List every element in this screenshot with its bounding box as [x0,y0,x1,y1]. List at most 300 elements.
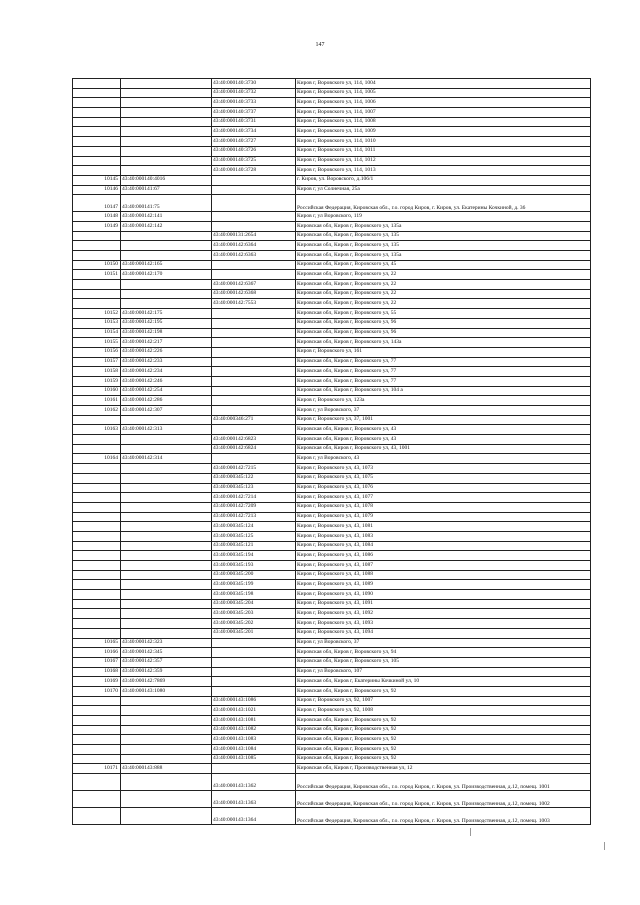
linked-cadastral-number-cell: 43:40:000140:3737 [212,108,296,118]
linked-cadastral-number-cell [212,212,296,222]
linked-cadastral-number-cell: 43:40:000142:7209 [212,502,296,512]
address-cell: Кировская обл, Киров г, Екатерины Кочкиной ул, 10 [296,677,591,687]
linked-cadastral-number-cell: 43:40:000140:3727 [212,137,296,147]
cadastral-number-cell: 43:40:000140:4016 [121,175,212,185]
address-cell: Киров г, Воровского ул, 37, 1001 [296,415,591,425]
linked-cadastral-number-cell [212,657,296,667]
cadastral-number-cell: 43:40:000142:141 [121,212,212,222]
row-number-cell [73,580,121,590]
linked-cadastral-number-cell: 43:40:000143:1021 [212,706,296,716]
address-cell: Киров г, ул Воровского, 107 [296,667,591,677]
row-number-cell [73,725,121,735]
linked-cadastral-number-cell [212,221,296,231]
address-cell: Кировская обл, Киров г, Воровского ул, 135 [296,241,591,251]
cadastral-number-cell [121,88,212,98]
cadastral-number-cell [121,483,212,493]
address-cell: Кировская обл, Киров г, Производственная ул, 12 [296,764,591,774]
address-cell: Киров г, Воровского ул, 43, 1084 [296,541,591,551]
linked-cadastral-number-cell [212,638,296,648]
row-number-cell: 10155 [73,338,121,348]
linked-cadastral-number-cell: 43:40:000142:6368 [212,289,296,299]
address-cell: Киров г, Воровского ул, 114, 1009 [296,127,591,137]
table-row [73,357,591,367]
table-row [73,309,591,319]
cadastral-number-cell: 43:40:000142:195 [121,318,212,328]
table-row [73,79,591,89]
cadastral-number-cell [121,551,212,561]
linked-cadastral-number-cell [212,318,296,328]
linked-cadastral-number-cell [212,667,296,677]
table-row [73,609,591,619]
address-cell: Киров г, Воровского ул, 161 [296,347,591,357]
linked-cadastral-number-cell: 43:40:000142:6363 [212,251,296,261]
table-row [73,280,591,290]
cadastral-number-cell [121,609,212,619]
page-number: 147 [315,42,325,48]
linked-cadastral-number-cell: 43:40:000345:200 [212,570,296,580]
row-number-cell [73,435,121,445]
row-number-cell [73,754,121,764]
cadastral-number-cell [121,619,212,629]
linked-cadastral-number-cell: 43:40:000142:6824 [212,444,296,454]
row-number-cell [73,415,121,425]
row-number-cell [73,628,121,638]
cadastral-number-cell [121,241,212,251]
address-cell: Киров г, Воровского ул, 114, 1010 [296,137,591,147]
row-number-cell [73,791,121,808]
cadastral-number-cell [121,156,212,166]
table-row [73,754,591,764]
cadastral-number-cell [121,531,212,541]
table-row [73,231,591,241]
row-number-cell [73,108,121,118]
row-number-cell [73,512,121,522]
cadastral-number-cell [121,791,212,808]
address-cell: г. Киров, ул. Воровского, д.106/1 [296,175,591,185]
cadastral-number-cell: 43:40:000143:888 [121,764,212,774]
table-row [73,318,591,328]
address-cell: Кировская обл, Киров г, Воровского ул, 22 [296,299,591,309]
row-number-cell: 10168 [73,667,121,677]
address-cell: Кировская обл, Киров г, Воровского ул, 22 [296,280,591,290]
address-cell: Киров г, ул Воровского, 43 [296,454,591,464]
row-number-cell: 10152 [73,309,121,319]
cadastral-number-cell: 43:40:000141:67 [121,185,212,195]
address-cell: Киров г, Воровского ул, 114, 1013 [296,166,591,176]
cadastral-number-cell: 43:40:000142:217 [121,338,212,348]
address-cell: Киров г, Воровского ул, 43, 1091 [296,599,591,609]
address-cell: Киров г, Воровского ул, 114, 1006 [296,98,591,108]
linked-cadastral-number-cell: 43:40:000345:199 [212,580,296,590]
address-cell: Киров г, ул Воровского, 119 [296,212,591,222]
table-row [73,435,591,445]
table-row [73,146,591,156]
table-row [73,289,591,299]
address-cell: Кировская обл, Киров г, Воровского ул, 92 [296,735,591,745]
linked-cadastral-number-cell: 43:40:000345:123 [212,483,296,493]
cadastral-number-cell [121,716,212,726]
row-number-cell [73,241,121,251]
table-row [73,425,591,435]
linked-cadastral-number-cell [212,338,296,348]
table-row [73,502,591,512]
linked-cadastral-number-cell: 43:40:000143:1083 [212,735,296,745]
row-number-cell: 10169 [73,677,121,687]
linked-cadastral-number-cell: 43:40:000140:3726 [212,146,296,156]
linked-cadastral-number-cell: 43:40:000140:3730 [212,79,296,89]
linked-cadastral-number-cell [212,764,296,774]
row-number-cell [73,280,121,290]
address-cell: Российская Федерация, Кировская обл., г.о. город Киров, г. Киров, ул. Производственная, д.12, помещ. 1001 [296,774,591,791]
table-row [73,735,591,745]
row-number-cell: 10171 [73,764,121,774]
address-cell: Киров г, Воровского ул, 43, 1086 [296,551,591,561]
table-row [73,156,591,166]
address-cell: Кировская обл, Киров г, Воровского ул, 45 [296,260,591,270]
scan-mark [604,842,605,850]
address-cell: Киров г, ул Воровского, 37 [296,406,591,416]
linked-cadastral-number-cell: 43:40:000142:6823 [212,435,296,445]
table-row [73,376,591,386]
address-cell: Российская Федерация, Кировская обл., г.о. город Киров, г. Киров, ул. Екатерины Кочкиной, д. 36 [296,195,591,212]
row-number-cell: 10148 [73,212,121,222]
row-number-cell [73,88,121,98]
linked-cadastral-number-cell: 43:40:000142:7553 [212,299,296,309]
table-row [73,657,591,667]
linked-cadastral-number-cell [212,396,296,406]
cadastral-number-cell: 43:40:000142:198 [121,328,212,338]
linked-cadastral-number-cell [212,175,296,185]
cadastral-number-cell [121,735,212,745]
linked-cadastral-number-cell: 43:40:000345:204 [212,599,296,609]
table-row [73,367,591,377]
linked-cadastral-number-cell [212,347,296,357]
address-cell: Кировская обл, Киров г, Воровского ул, 22 [296,289,591,299]
address-cell: Киров г, Воровского ул, 43, 1075 [296,473,591,483]
scan-mark [470,828,471,836]
row-number-cell: 10157 [73,357,121,367]
row-number-cell [73,735,121,745]
table-row [73,464,591,474]
linked-cadastral-number-cell: 43:40:000131:2654 [212,231,296,241]
linked-cadastral-number-cell: 43:40:000345:202 [212,619,296,629]
linked-cadastral-number-cell: 43:40:000345:198 [212,590,296,600]
cadastral-number-cell [121,299,212,309]
row-number-cell [73,444,121,454]
row-number-cell: 10166 [73,648,121,658]
table-row [73,531,591,541]
linked-cadastral-number-cell [212,195,296,212]
linked-cadastral-number-cell: 43:40:000140:3731 [212,117,296,127]
table-row [73,185,591,195]
table-row [73,791,591,808]
table-row [73,580,591,590]
cadastral-number-cell: 43:40:000142:170 [121,270,212,280]
cadastral-number-cell: 43:40:000142:314 [121,454,212,464]
linked-cadastral-number-cell: 43:40:000143:1081 [212,716,296,726]
linked-cadastral-number-cell: 43:40:000143:1362 [212,774,296,791]
registry-body [73,79,591,825]
address-cell: Киров г, Воровского ул, 43, 1093 [296,619,591,629]
address-cell: Кировская обл, Киров г, Воровского ул, 77 [296,357,591,367]
table-row [73,551,591,561]
cadastral-number-cell: 43:40:000142:7869 [121,677,212,687]
linked-cadastral-number-cell: 43:40:000140:3734 [212,127,296,137]
cadastral-number-cell: 43:40:000142:254 [121,386,212,396]
cadastral-number-cell: 43:40:000141:75 [121,195,212,212]
row-number-cell [73,745,121,755]
table-row [73,648,591,658]
table-row [73,764,591,774]
linked-cadastral-number-cell [212,677,296,687]
row-number-cell [73,79,121,89]
table-row [73,638,591,648]
linked-cadastral-number-cell: 43:40:000345:122 [212,473,296,483]
row-number-cell: 10151 [73,270,121,280]
address-cell: Киров г, Воровского ул, 43, 1083 [296,531,591,541]
cadastral-number-cell [121,79,212,89]
row-number-cell [73,299,121,309]
cadastral-number-cell [121,745,212,755]
cadastral-number-cell [121,289,212,299]
address-cell: Кировская обл, Киров г, Воровского ул, 22 [296,270,591,280]
linked-cadastral-number-cell: 43:40:000345:124 [212,522,296,532]
table-row [73,175,591,185]
table-row [73,88,591,98]
table-row [73,299,591,309]
cadastral-number-cell: 43:40:000142:359 [121,667,212,677]
address-cell: Киров г, Воровского ул, 114, 1011 [296,146,591,156]
cadastral-number-cell [121,251,212,261]
linked-cadastral-number-cell [212,357,296,367]
row-number-cell: 10149 [73,221,121,231]
row-number-cell: 10159 [73,376,121,386]
linked-cadastral-number-cell: 43:40:000345:201 [212,628,296,638]
linked-cadastral-number-cell: 43:40:000345:125 [212,531,296,541]
linked-cadastral-number-cell [212,260,296,270]
table-row [73,212,591,222]
row-number-cell: 10162 [73,406,121,416]
address-cell: Киров г, Воровского ул, 43, 1088 [296,570,591,580]
row-number-cell [73,493,121,503]
address-cell: Киров г, Воровского ул, 43, 1089 [296,580,591,590]
cadastral-number-cell: 43:40:000142:307 [121,406,212,416]
address-cell: Кировская обл, Киров г, Воровского ул, 92 [296,754,591,764]
table-row [73,599,591,609]
address-cell: Кировская обл, Киров г, Воровского ул, 92 [296,745,591,755]
address-cell: Кировская обл, Киров г, Воровского ул, 94 [296,648,591,658]
linked-cadastral-number-cell: 43:40:000143:1085 [212,754,296,764]
address-cell: Кировская обл, Киров г, Воровского ул, 135 [296,231,591,241]
cadastral-number-cell [121,98,212,108]
cadastral-number-cell [121,502,212,512]
table-row [73,677,591,687]
row-number-cell: 10158 [73,367,121,377]
address-cell: Кировская обл, Киров г, Воровского ул, 135а [296,251,591,261]
address-cell: Кировская обл, Киров г, Воровского ул, 104 а [296,386,591,396]
table-row [73,117,591,127]
cadastral-number-cell [121,754,212,764]
table-row [73,483,591,493]
row-number-cell [73,696,121,706]
cadastral-number-cell [121,166,212,176]
linked-cadastral-number-cell [212,185,296,195]
address-cell: Кировская обл, Киров г, Воровского ул, 96 [296,318,591,328]
row-number-cell [73,146,121,156]
table-row [73,166,591,176]
cadastral-number-cell [121,435,212,445]
linked-cadastral-number-cell [212,376,296,386]
cadastral-number-cell: 43:40:000142:313 [121,425,212,435]
linked-cadastral-number-cell: 43:40:000142:7214 [212,493,296,503]
address-cell: Киров г, Воровского ул, 114, 1008 [296,117,591,127]
address-cell: Киров г, ул Солнечная, 25а [296,185,591,195]
cadastral-number-cell: 43:40:000142:226 [121,347,212,357]
row-number-cell: 10164 [73,454,121,464]
table-row [73,270,591,280]
address-cell: Российская Федерация, Кировская обл., г.о. город Киров, г. Киров, ул. Производственная, д.12, помещ. 1003 [296,808,591,825]
row-number-cell: 10160 [73,386,121,396]
table-row [73,260,591,270]
row-number-cell [73,166,121,176]
cadastral-number-cell [121,774,212,791]
cadastral-number-cell: 43:40:000142:286 [121,396,212,406]
row-number-cell [73,570,121,580]
table-row [73,98,591,108]
table-row [73,541,591,551]
address-cell: Киров г, Воровского ул, 114, 1012 [296,156,591,166]
address-cell: Киров г, Воровского ул, 43, 1087 [296,561,591,571]
table-row [73,251,591,261]
row-number-cell [73,590,121,600]
cadastral-number-cell: 43:40:000142:345 [121,648,212,658]
cadastral-number-cell [121,808,212,825]
address-cell: Киров г, Воровского ул, 43, 1079 [296,512,591,522]
row-number-cell: 10167 [73,657,121,667]
address-cell: Кировская обл, Киров г, Воровского ул, 135а [296,221,591,231]
cadastral-number-cell [121,127,212,137]
cadastral-number-cell: 43:40:000142:142 [121,221,212,231]
linked-cadastral-number-cell: 43:40:000345:194 [212,551,296,561]
address-cell: Киров г, Воровского ул, 43, 1077 [296,493,591,503]
cadastral-number-cell [121,117,212,127]
row-number-cell [73,127,121,137]
address-cell: Киров г, Воровского ул, 123а [296,396,591,406]
table-row [73,347,591,357]
row-number-cell [73,289,121,299]
cadastral-number-cell: 43:40:000142:323 [121,638,212,648]
row-number-cell: 10150 [73,260,121,270]
table-row [73,522,591,532]
cadastral-number-cell [121,108,212,118]
cadastral-number-cell [121,628,212,638]
row-number-cell [73,531,121,541]
table-row [73,396,591,406]
linked-cadastral-number-cell [212,454,296,464]
address-cell: Кировская обл, Киров г, Воровского ул, 92 [296,686,591,696]
cadastral-number-cell: 43:40:000143:1080 [121,686,212,696]
address-cell: Кировская обл, Киров г, Воровского ул, 43 [296,435,591,445]
cadastral-number-cell: 43:40:000142:246 [121,376,212,386]
table-row [73,328,591,338]
table-row [73,108,591,118]
row-number-cell [73,156,121,166]
row-number-cell: 10147 [73,195,121,212]
table-row [73,338,591,348]
linked-cadastral-number-cell [212,425,296,435]
cadastral-number-cell [121,137,212,147]
address-cell: Киров г, ул Воровского, 37 [296,638,591,648]
address-cell: Кировская обл, Киров г, Воровского ул, 55 [296,309,591,319]
linked-cadastral-number-cell: 43:40:000142:6367 [212,280,296,290]
table-row [73,493,591,503]
table-row [73,241,591,251]
linked-cadastral-number-cell: 43:40:000142:6364 [212,241,296,251]
linked-cadastral-number-cell: 43:40:000140:3733 [212,98,296,108]
cadastral-number-cell: 43:40:000142:233 [121,357,212,367]
address-cell: Кировская обл, Киров г, Воровского ул, 92 [296,725,591,735]
row-number-cell: 10161 [73,396,121,406]
address-cell: Киров г, Воровского ул, 43, 1090 [296,590,591,600]
linked-cadastral-number-cell: 43:40:000143:1084 [212,745,296,755]
table-row [73,195,591,212]
cadastral-number-cell: 43:40:000142:357 [121,657,212,667]
cadastral-number-cell [121,561,212,571]
cadastral-number-cell [121,146,212,156]
cadastral-number-cell [121,590,212,600]
table-row [73,667,591,677]
table-row [73,415,591,425]
row-number-cell: 10170 [73,686,121,696]
linked-cadastral-number-cell: 43:40:000142:7213 [212,512,296,522]
row-number-cell [73,522,121,532]
linked-cadastral-number-cell [212,367,296,377]
cadastral-number-cell [121,464,212,474]
cadastral-number-cell [121,541,212,551]
table-row [73,696,591,706]
row-number-cell [73,808,121,825]
cadastral-number-cell [121,280,212,290]
property-registry-table [72,78,591,825]
address-cell: Кировская обл, Киров г, Воровского ул, 77 [296,367,591,377]
row-number-cell [73,609,121,619]
table-row [73,774,591,791]
row-number-cell: 10146 [73,185,121,195]
address-cell: Кировская обл, Киров г, Воровского ул, 43, 1001 [296,444,591,454]
address-cell: Кировская обл, Киров г, Воровского ул, 77 [296,376,591,386]
row-number-cell [73,541,121,551]
cadastral-number-cell [121,725,212,735]
row-number-cell [73,483,121,493]
address-cell: Киров г, Воровского ул, 43, 1073 [296,464,591,474]
table-row [73,725,591,735]
linked-cadastral-number-cell [212,328,296,338]
linked-cadastral-number-cell [212,386,296,396]
linked-cadastral-number-cell: 43:40:000346:271 [212,415,296,425]
row-number-cell: 10165 [73,638,121,648]
row-number-cell [73,599,121,609]
address-cell: Кировская обл, Киров г, Воровского ул, 92 [296,716,591,726]
address-cell: Кировская обл, Киров г, Воровского ул, 96 [296,328,591,338]
address-cell: Киров г, Воровского ул, 92, 1008 [296,706,591,716]
cadastral-number-cell [121,415,212,425]
row-number-cell [73,561,121,571]
row-number-cell [73,716,121,726]
row-number-cell [73,231,121,241]
cadastral-number-cell: 43:40:000142:175 [121,309,212,319]
table-row [73,628,591,638]
address-cell: Киров г, Воровского ул, 92, 1007 [296,696,591,706]
